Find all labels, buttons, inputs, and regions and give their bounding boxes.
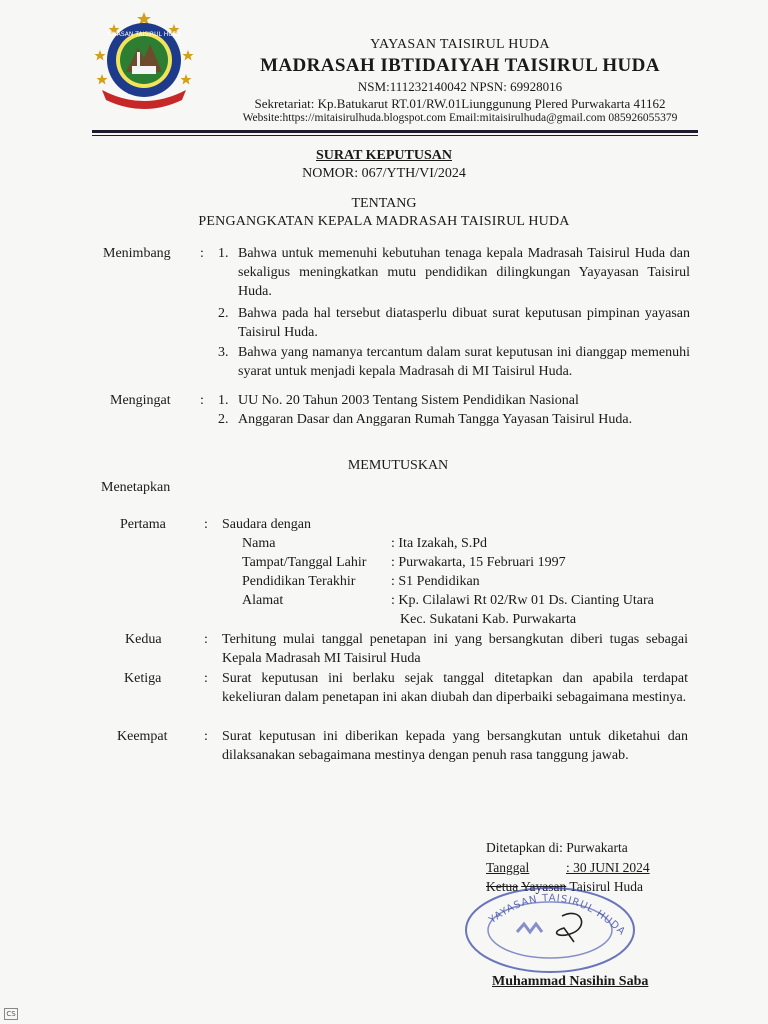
website-contact: Website:https://mitaisirulhuda.blogspot.com Email:mitaisirulhuda@gmail.com 085926055379 (242, 112, 678, 124)
kedua-colon: : (204, 632, 208, 647)
pertama-intro: Saudara dengan (222, 517, 312, 532)
mengingat-num-2: 2. (218, 412, 229, 427)
field-value-nama: : Ita Izakah, S.Pd (391, 536, 488, 551)
field-value-alamat-2: Kec. Sukatani Kab. Purwakarta (400, 612, 577, 627)
signature-role-part3: Taisirul Huda (569, 879, 644, 894)
pertama-label: Pertama (120, 517, 166, 532)
keempat-label: Keempat (117, 729, 168, 744)
menimbang-colon: : (200, 246, 204, 261)
kedua-text: Terhitung mulai tanggal penetapan ini yang bersangkutan diberi tugas sebagai Kepala Madrasah MI Taisirul Huda (222, 632, 688, 666)
menimbang-label: Menimbang (103, 246, 171, 261)
signatory-name: Muhammad Nasihin Saba (492, 974, 649, 989)
mengingat-item-1: UU No. 20 Tahun 2003 Tentang Sistem Pendidikan Nasional (238, 393, 579, 408)
mengingat-num-1: 1. (218, 393, 229, 408)
menimbang-num-2: 2. (218, 306, 229, 321)
field-value-pendidikan: : S1 Pendidikan (391, 574, 480, 589)
camscanner-icon: CS (4, 1008, 18, 1020)
field-key-alamat: Alamat (242, 593, 284, 608)
menimbang-item-1: Bahwa untuk memenuhi kebutuhan tenaga kepala Madrasah Taisirul Huda dan sekaligus meningkatkan mutu pendidikan dilingkungan Yayayasan Taisirul Huda. (238, 246, 690, 299)
foundation-stamp (462, 884, 636, 976)
document-number: NOMOR: 067/YTH/VI/2024 (302, 166, 466, 181)
svg-text:YAYASAN TAISIRUL HUDA: YAYASAN TAISIRUL HUDA (106, 31, 182, 38)
field-value-ttl: : Purwakarta, 15 Februari 1997 (391, 555, 566, 570)
header-rule-thick (92, 130, 698, 133)
field-key-pendidikan: Pendidikan Terakhir (242, 574, 356, 589)
menimbang-item-3: Bahwa yang namanya tercantum dalam surat keputusan ini dianggap memenuhi syarat untuk menjadi kepala Madrasah di MI Taisirul Huda. (238, 345, 690, 379)
ketiga-label: Ketiga (124, 671, 162, 686)
document-subject: PENGANGKATAN KEPALA MADRASAH TAISIRUL HUDA (198, 214, 570, 229)
memutuskan-heading: MEMUTUSKAN (347, 458, 449, 473)
about-label: TENTANG (351, 196, 417, 211)
field-key-ttl: Tampat/Tanggal Lahir (242, 555, 367, 570)
ketiga-text: Surat keputusan ini berlaku sejak tanggal ditetapkan dan apabila terdapat kekeliuran dalam penetapan ini akan diubah dan diperbaiki sebagaimana mestinya. (222, 671, 688, 705)
ketiga-colon: : (204, 671, 208, 686)
mengingat-item-2: Anggaran Dasar dan Anggaran Rumah Tangga Yayasan Taisirul Huda. (238, 412, 633, 427)
signature-date-value: : 30 JUNI 2024 (566, 860, 650, 875)
keempat-colon: : (204, 729, 208, 744)
nsm-npsn: NSM:111232140042 NPSN: 69928016 (357, 79, 563, 94)
field-key-nama: Nama (242, 536, 276, 551)
document-title: SURAT KEPUTUSAN (315, 148, 452, 163)
school-name: MADRASAH IBTIDAIYAH TAISIRUL HUDA (260, 55, 660, 76)
menimbang-num-1: 1. (218, 246, 229, 261)
menimbang-num-3: 3. (218, 345, 229, 360)
foundation-name: YAYASAN TAISIRUL HUDA (370, 37, 550, 52)
mengingat-colon: : (200, 393, 204, 408)
menetapkan-label: Menetapkan (101, 480, 171, 495)
keempat-text: Surat keputusan ini diberikan kepada yang bersangkutan untuk diketahui dan dilaksanakan sebagaimana mestinya dengan penuh rasa tanggung jawab. (222, 729, 688, 763)
signature-role-part2: Yayasan (521, 879, 567, 894)
field-value-alamat: : Kp. Cilalawi Rt 02/Rw 01 Ds. Cianting Utara (391, 593, 654, 608)
menimbang-item-2: Bahwa pada hal tersebut diatasperlu dibuat surat keputusan pimpinan yayasan Taisirul Huda. (238, 306, 690, 340)
pertama-colon: : (204, 517, 208, 532)
header-rule-thin (92, 135, 698, 136)
mengingat-label: Mengingat (110, 393, 171, 408)
stamp-text: YAYASAN TAISIRUL HUDA (487, 892, 628, 939)
signature-place: Ditetapkan di: Purwakarta (486, 840, 628, 855)
signature-role-part1: Ketua (486, 879, 519, 894)
kedua-label: Kedua (125, 632, 162, 647)
secretariat-address: Sekretariat: Kp.Batukarut RT.01/RW.01Liunggunung Plered Purwakarta 41162 (254, 96, 666, 111)
signature-date-label: Tanggal (486, 860, 530, 875)
